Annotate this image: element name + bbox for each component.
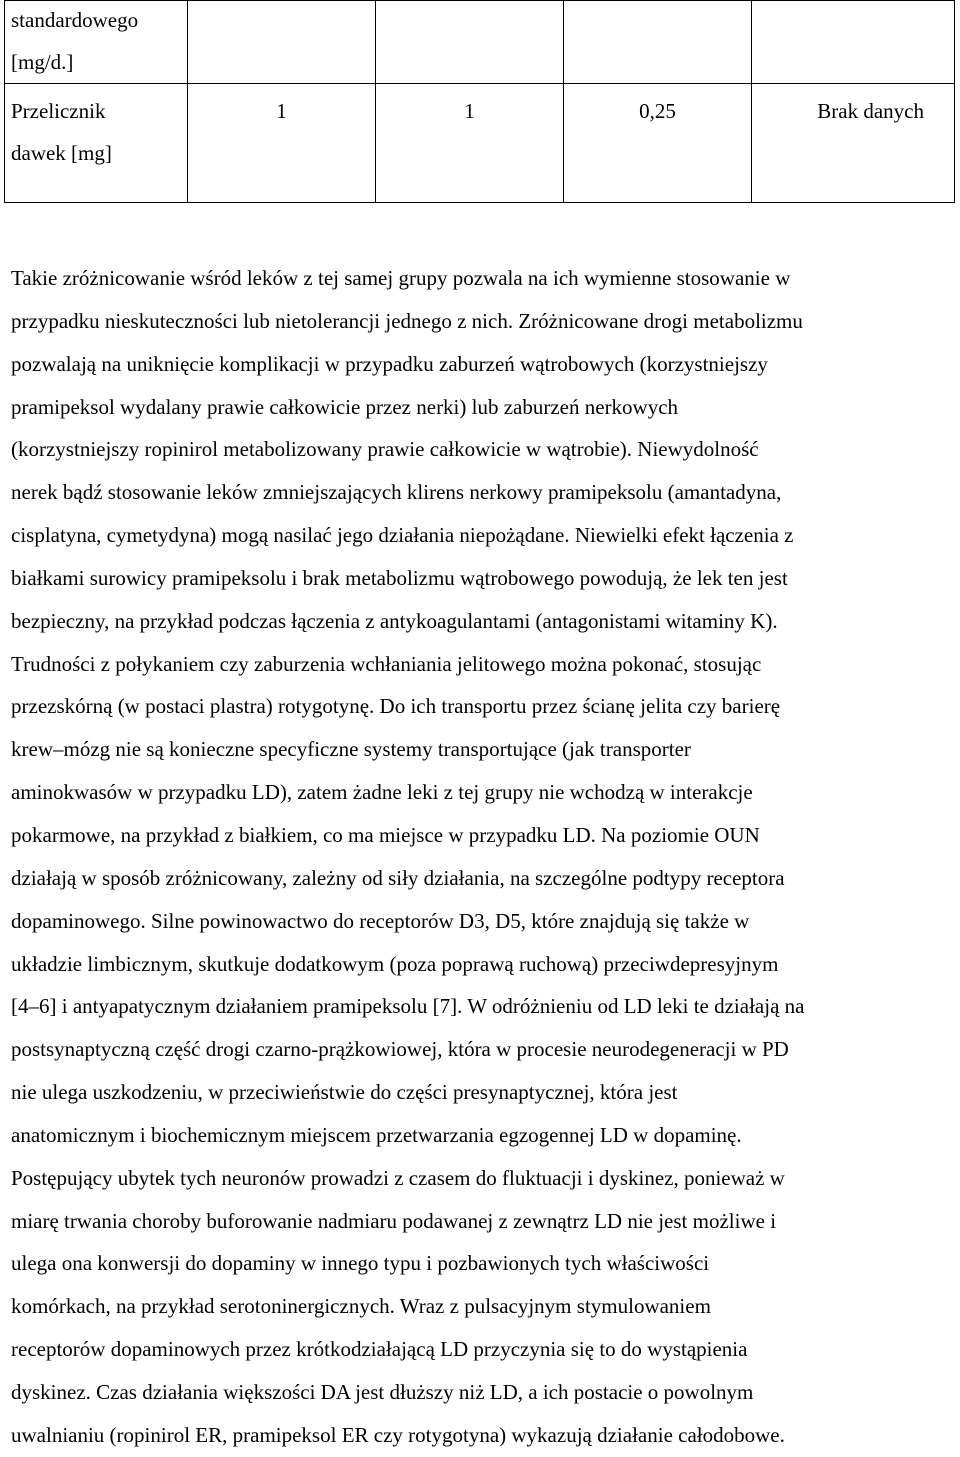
row-label-line: dawek [mg] xyxy=(11,141,112,165)
dose-table xyxy=(4,0,955,203)
table-cell-label xyxy=(5,1,188,84)
paragraph-line: przezskórną (w postaci plastra) rotygotynę. Do ich transportu przez ścianę jelita czy barierę xyxy=(11,694,781,719)
paragraph-line: układzie limbicznym, skutkuje dodatkowym (poza poprawą ruchową) przeciwdepresyjnym xyxy=(11,951,779,976)
row-label-line: standardowego xyxy=(11,8,139,32)
paragraph-line: Postępujący ubytek tych neuronów prowadzi z czasem do fluktuacji i dyskinez, ponieważ w xyxy=(11,1165,785,1190)
table-cell xyxy=(564,1,752,84)
row-label-line: Przelicznik xyxy=(11,99,106,123)
table-cell xyxy=(188,1,376,84)
table-cell xyxy=(564,84,752,203)
paragraph-line: pokarmowe, na przykład z białkiem, co ma miejsce w przypadku LD. Na poziomie OUN xyxy=(11,822,760,847)
paragraph-line: przypadku nieskuteczności lub nietolerancji jednego z nich. Zróżnicowane drogi metabolizmu xyxy=(11,308,803,333)
paragraph-line: miarę trwania choroby buforowanie nadmiaru podawanej z zewnątrz LD nie jest możliwe i xyxy=(11,1208,777,1233)
paragraph-line: anatomicznym i biochemicznym miejscem przetwarzania egzogennej LD w dopaminę. xyxy=(11,1122,742,1147)
paragraph-line: nerek bądź stosowanie leków zmniejszających klirens nerkowy pramipeksolu (amantadyna, xyxy=(11,480,782,505)
paragraph-line: (korzystniejszy ropinirol metabolizowany prawie całkowicie w wątrobie). Niewydolność xyxy=(11,437,759,462)
paragraph-line: Trudności z połykaniem czy zaburzenia wchłaniania jelitowego można pokonać, stosując xyxy=(11,651,762,676)
paragraph-line: białkami surowicy pramipeksolu i brak metabolizmu wątrobowego powodują, że lek ten jest xyxy=(11,565,788,590)
body-paragraph xyxy=(11,257,957,1457)
row-label-line: [mg/d.] xyxy=(11,50,74,74)
table-row xyxy=(5,1,955,84)
paragraph-line: bezpieczny, na przykład podczas łączenia z antykoagulantami (antagonistami witaminy K). xyxy=(11,608,778,633)
table-cell-label xyxy=(5,84,188,203)
paragraph-line: postsynaptyczną część drogi czarno-prążkowiowej, która w procesie neurodegeneracji w PD xyxy=(11,1037,789,1062)
paragraph-line: komórkach, na przykład serotoninergicznych. Wraz z pulsacyjnym stymulowaniem xyxy=(11,1294,711,1319)
table-cell xyxy=(188,84,376,203)
paragraph-line: aminokwasów w przypadku LD), zatem żadne leki z tej grupy nie wchodzą w interakcje xyxy=(11,780,753,805)
paragraph-line: receptorów dopaminowych przez krótkodziałającą LD przyczynia się to do wystąpienia xyxy=(11,1337,748,1362)
table-row xyxy=(5,84,955,203)
cell-value: Brak danych xyxy=(817,99,924,123)
paragraph-line: pramipeksol wydalany prawie całkowicie przez nerki) lub zaburzeń nerkowych xyxy=(11,394,679,419)
paragraph-line: krew–mózg nie są konieczne specyficzne systemy transportujące (jak transporter xyxy=(11,737,691,762)
paragraph-line: nie ulega uszkodzeniu, w przeciwieństwie do części presynaptycznej, która jest xyxy=(11,1080,678,1105)
paragraph-line: pozwalają na uniknięcie komplikacji w przypadku zaburzeń wątrobowych (korzystniejszy xyxy=(11,351,768,376)
paragraph-line: uwalnianiu (ropinirol ER, pramipeksol ER czy rotygotyna) wykazują działanie całodobowe. xyxy=(11,1422,785,1447)
cell-value: 1 xyxy=(276,99,287,123)
cell-value: 1 xyxy=(464,99,475,123)
cell-value: 0,25 xyxy=(639,99,676,123)
table-cell xyxy=(752,1,955,84)
paragraph-line: działają w sposób zróżnicowany, zależny od siły działania, na szczególne podtypy receptora xyxy=(11,865,785,890)
paragraph-line: dopaminowego. Silne powinowactwo do receptorów D3, D5, które znajdują się także w xyxy=(11,908,750,933)
paragraph-line: ulega ona konwersji do dopaminy w innego typu i pozbawionych tych właściwości xyxy=(11,1251,710,1276)
paragraph-line: [4–6] i antyapatycznym działaniem pramipeksolu [7]. W odróżnieniu od LD leki te działają na xyxy=(11,994,805,1019)
table-cell xyxy=(376,84,564,203)
paragraph-line: dyskinez. Czas działania większości DA jest dłuższy niż LD, a ich postacie o powolnym xyxy=(11,1379,754,1404)
paragraph-line: cisplatyna, cymetydyna) mogą nasilać jego działania niepożądane. Niewielki efekt łączenia z xyxy=(11,523,794,548)
paragraph-line: Takie zróżnicowanie wśród leków z tej samej grupy pozwala na ich wymienne stosowanie w xyxy=(11,266,791,290)
table-cell xyxy=(752,84,955,203)
table-cell xyxy=(376,1,564,84)
